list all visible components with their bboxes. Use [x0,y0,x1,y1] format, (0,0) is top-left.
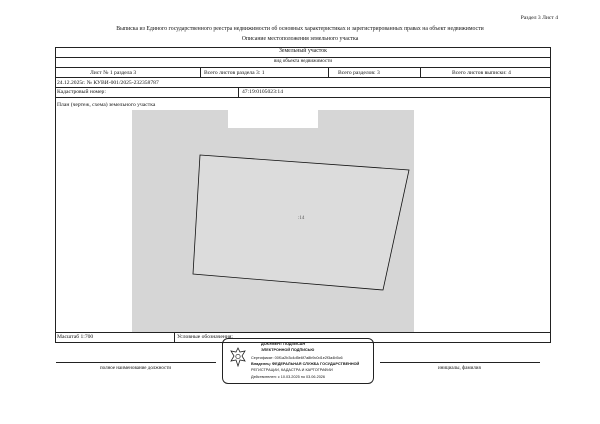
plan-background-area [132,110,228,130]
stamp-owner-cont: РЕГИСТРАЦИИ, КАДАСТРА И КАРТОГРАФИИ [251,368,333,372]
divider [56,332,550,333]
stamp-owner: Владелец: ФЕДЕРАЛЬНАЯ СЛУЖБА ГОСУДАРСТВЕННОЙ [251,362,360,366]
name-line [380,362,540,363]
extract-date-number: 24.12.2025г. № КУВИ-001/2025-232358787 [57,80,159,86]
plan-drawing [56,110,550,332]
stamp-certificate: Сертификат: 00f1a2b3c4d5e6f7a8b9c0d1e2f3a4b5c6 [251,356,343,360]
divider [56,57,550,58]
divider [420,68,421,77]
divider [174,333,175,342]
parcel-boundary [193,155,409,290]
divider [328,68,329,77]
section-page-label: Раздел 3 Лист 4 [520,15,558,21]
divider [200,68,201,77]
plan-background-area [318,110,414,130]
divider [238,88,239,97]
scale-label: Масштаб 1:700 [57,334,94,340]
legend-label: Условные обозначения: [177,334,233,340]
object-kind-caption: вид объекта недвижимости [273,59,333,64]
divider [56,87,550,88]
stamp-validity: Действителен: с 10.03.2025 по 03.06.2026 [251,375,326,379]
signature-stamp [222,338,374,384]
total-sheets-section: Всего листов раздела 3: 1 [204,70,265,76]
position-line [56,362,216,363]
total-sheets-extract: Всего листов выписки: 4 [452,70,511,76]
cadastral-number-value: 47:19:0105023:14 [242,89,284,95]
divider [56,97,550,98]
document-subtitle: Описание местоположения земельного участка [241,36,359,42]
position-caption: полное наименование должности [100,366,172,371]
plan-title: План (чертеж, схема) земельного участка [57,102,156,108]
stamp-line-2: ЭЛЕКТРОННОЙ ПОДПИСЬЮ [261,348,315,352]
object-name: Земельный участок [279,48,327,54]
total-sections: Всего разделов: 3 [338,70,380,76]
emblem-icon [229,347,247,367]
divider [56,67,550,68]
parcel-label: :14 [298,216,305,221]
cadastral-number-label: Кадастровый номер: [57,89,106,95]
sheet-number: Лист № 1 раздела 3 [90,70,137,76]
stamp-line-1: ДОКУМЕНТ ПОДПИСАН [261,342,306,346]
name-caption: инициалы, фамилия [438,366,481,371]
document-title: Выписка из Единого государственного реестра недвижимости об основных характеристиках и зарегистрированных правах на объект недвижимости [116,26,484,32]
divider [56,77,550,78]
